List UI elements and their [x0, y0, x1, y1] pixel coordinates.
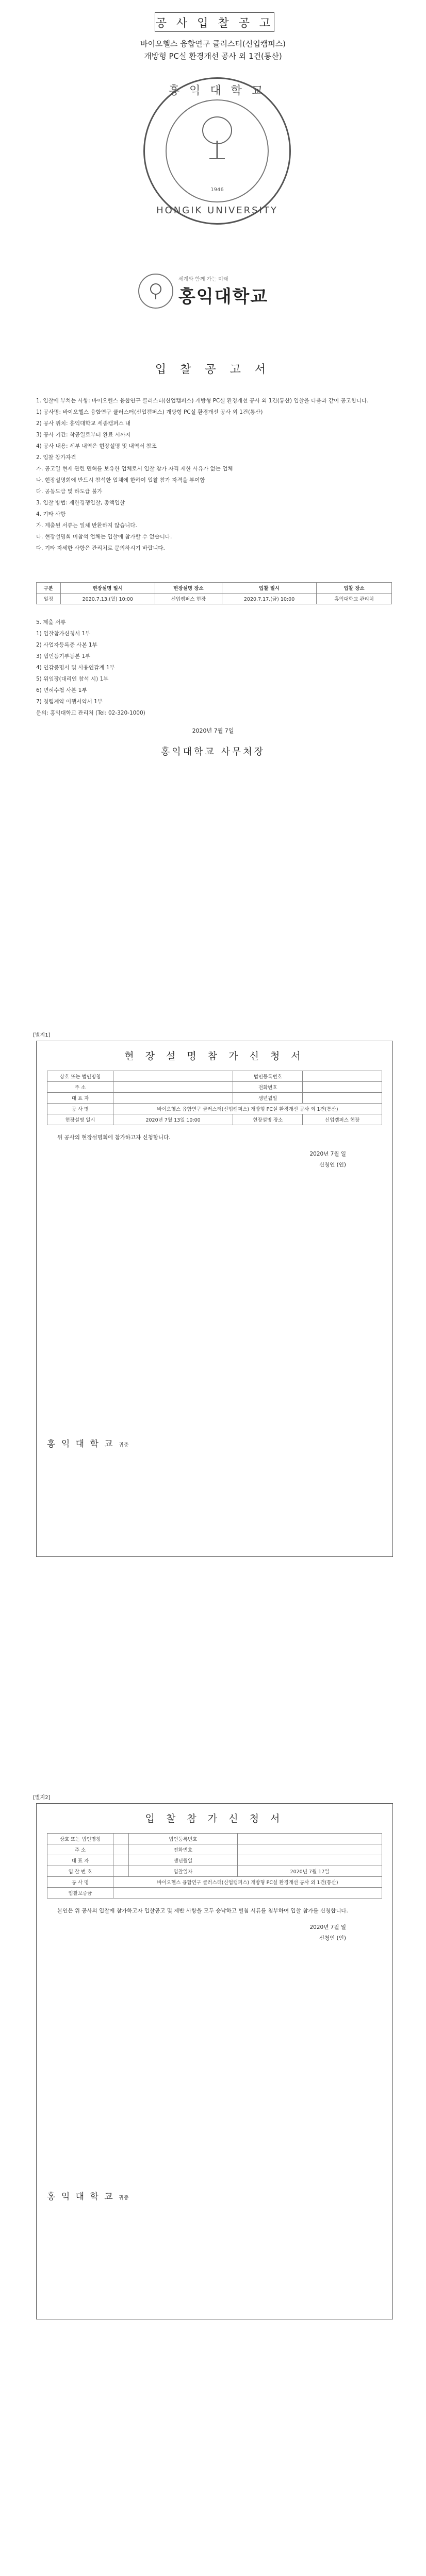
site-briefing-form [36, 1041, 393, 1557]
table-header: 입찰 일시 [222, 583, 316, 594]
form2-note: 본인은 위 공사의 입찰에 참가하고자 입찰공고 및 제반 사항을 모두 승낙하고 별첨 서류를 첨부하여 입찰 참가를 신청합니다. [57, 1908, 348, 1914]
bid-application-form [36, 1803, 393, 2319]
field-value: 2020년 7월 13일 10:00 [113, 1114, 233, 1125]
notice-item: 다. 기타 자세한 사항은 관리처로 문의하시기 바랍니다. [36, 545, 165, 551]
field-value[interactable] [113, 1071, 233, 1082]
form2-org: 홍 익 대 학 교 [47, 2192, 114, 2202]
table-cell: 일정 [37, 594, 61, 604]
field-label: 생년월일 [233, 1093, 303, 1104]
form1-table [47, 1071, 382, 1125]
notice-intro: 1. 입찰에 부치는 사항: 바이오헬스 융합연구 클러스터(신업캠퍼스) 개방형 PC실 환경개선 공사 외 1건(통산) 입찰을 다음과 같이 공고합니다. [36, 398, 369, 404]
schedule-table [36, 582, 392, 604]
notice-date: 2020년 7월 7일 [192, 727, 234, 734]
field-label: 주 소 [47, 1844, 113, 1855]
field-value[interactable] [303, 1093, 382, 1104]
seal-tree-icon [199, 115, 235, 161]
doc-item: 3) 법인등기부등본 1부 [36, 653, 91, 659]
table-cell: 2020.7.17.(금) 10:00 [222, 594, 316, 604]
doc-item: 7) 청렴계약 이행서약서 1부 [36, 699, 103, 705]
logo-emblem-icon [138, 274, 173, 309]
form2-title: 입 찰 참 가 신 청 서 [145, 1813, 284, 1824]
table-row [47, 1071, 382, 1082]
field-value: 바이오헬스 융합연구 클러스터(신업캠퍼스) 개방형 PC실 환경개선 공사 외 1건(통산) [113, 1877, 382, 1888]
notice-section-heading: 2. 입찰 참가자격 [36, 454, 76, 461]
announcement-subtitle-2: 개방형 PC실 환경개선 공사 외 1건(통산) [144, 52, 282, 61]
table-row [47, 1834, 382, 1844]
field-label: 공 사 명 [47, 1104, 113, 1114]
notice-item: 다. 공동도급 및 하도급 불가 [36, 488, 103, 495]
table-row [47, 1888, 382, 1899]
form2-date: 2020년 7월 일 [309, 1924, 346, 1930]
table-row [47, 1093, 382, 1104]
form1-note: 위 공사의 현장설명회에 참가하고자 신청합니다. [57, 1134, 171, 1141]
field-value[interactable] [237, 1834, 382, 1844]
notice-body [36, 397, 392, 555]
field-value[interactable] [113, 1093, 233, 1104]
field-value[interactable] [237, 1855, 382, 1866]
field-label: 입찰보증금 [47, 1888, 113, 1899]
form1-label: [별지1] [33, 1032, 51, 1038]
table-header: 입찰 장소 [317, 583, 392, 594]
docs-heading: 5. 제출 서류 [36, 619, 66, 625]
form1-signature: 신청인 (인) [319, 1162, 346, 1168]
field-label: 전화번호 [128, 1844, 237, 1855]
contact-info: 문의: 홍익대학교 관리처 (Tel: 02-320-1000) [36, 710, 145, 716]
field-label: 상호 또는 법인명칭 [47, 1071, 113, 1082]
field-value[interactable] [113, 1082, 233, 1093]
field-label: 입 찰 번 호 [47, 1866, 113, 1877]
university-seal [143, 77, 291, 225]
field-label: 법인등록번호 [233, 1071, 303, 1082]
table-header: 현장설명 장소 [155, 583, 222, 594]
field-label: 생년월일 [128, 1855, 237, 1866]
field-value[interactable] [303, 1082, 382, 1093]
table-row [47, 1082, 382, 1093]
table-cell: 2020.7.13.(월) 10:00 [60, 594, 155, 604]
notice-item: 3) 공사 기간: 착공일로부터 완료 시까지 [36, 432, 131, 438]
table-row [37, 594, 392, 604]
table-row [47, 1844, 382, 1855]
form2-org-suffix: 귀중 [119, 2195, 129, 2201]
form1-org-suffix: 귀중 [119, 1443, 129, 1448]
field-value: 신업캠퍼스 현장 [303, 1114, 382, 1125]
doc-item: 6) 면허수첩 사본 1부 [36, 687, 87, 693]
table-row [47, 1877, 382, 1888]
notice-item: 나. 현장설명회 미참석 업체는 입찰에 참가할 수 없습니다. [36, 534, 172, 540]
field-value: 2020년 7월 17일 [237, 1866, 382, 1877]
field-value[interactable] [113, 1844, 129, 1855]
field-value: 바이오헬스 융합연구 클러스터(신업캠퍼스) 개방형 PC실 환경개선 공사 외 1건(통산) [113, 1104, 382, 1114]
field-label: 대 표 자 [47, 1093, 113, 1104]
field-value[interactable] [237, 1844, 382, 1855]
field-value[interactable] [303, 1071, 382, 1082]
field-value[interactable] [113, 1855, 129, 1866]
seal-text-bottom: HONGIK UNIVERSITY [156, 205, 278, 216]
field-label: 법인등록번호 [128, 1834, 237, 1844]
field-label: 상호 또는 법인명칭 [47, 1834, 113, 1844]
notice-signer: 홍익대학교 사무처장 [160, 747, 266, 757]
table-row [47, 1855, 382, 1866]
table-cell: 홍익대학교 관리처 [317, 594, 392, 604]
doc-item: 2) 사업자등록증 사본 1부 [36, 642, 97, 648]
form1-title: 현 장 설 명 참 가 신 청 서 [124, 1050, 305, 1062]
notice-item: 가. 제출된 서류는 일체 반환하지 않습니다. [36, 522, 137, 529]
form2-label: [별지2] [33, 1795, 51, 1801]
logo-name: 홍익대학교 [178, 286, 269, 307]
field-label: 공 사 명 [47, 1877, 113, 1888]
doc-item: 1) 입찰참가신청서 1부 [36, 631, 91, 637]
field-label: 현장설명 일시 [47, 1114, 113, 1125]
notice-item: 2) 공사 위치: 홍익대학교 세종캠퍼스 내 [36, 420, 131, 427]
form2-signature: 신청인 (인) [319, 1935, 346, 1941]
notice-item: 나. 현장설명회에 반드시 참석한 업체에 한하여 입찰 참가 자격을 부여함 [36, 477, 205, 483]
table-row [47, 1866, 382, 1877]
notice-section-heading: 3. 입찰 방법: 제한경쟁입찰, 총액입찰 [36, 500, 125, 506]
notice-item: 4) 공사 내용: 세부 내역은 현장설명 및 내역서 참조 [36, 443, 157, 449]
field-value[interactable] [113, 1888, 382, 1899]
table-header: 구분 [37, 583, 61, 594]
field-label: 전화번호 [233, 1082, 303, 1093]
notice-section-heading: 4. 기타 사항 [36, 511, 66, 517]
doc-item: 4) 인감증명서 및 사용인감계 1부 [36, 665, 115, 671]
announcement-title: 공 사 입 찰 공 고 [155, 12, 274, 32]
field-label: 입찰일자 [128, 1866, 237, 1877]
field-value[interactable] [113, 1866, 129, 1877]
field-value[interactable] [113, 1834, 129, 1844]
table-row [47, 1104, 382, 1114]
form2-table [47, 1833, 382, 1899]
logo-tagline: 세계와 함께 가는 미래 [178, 277, 228, 282]
table-header: 현장설명 일시 [60, 583, 155, 594]
required-documents [36, 618, 392, 720]
notice-item: 가. 공고일 현재 관련 면허를 보유한 업체로서 입찰 참가 자격 제한 사유가 없는 업체 [36, 466, 233, 472]
field-label: 현장설명 장소 [233, 1114, 303, 1125]
notice-title: 입 찰 공 고 서 [155, 363, 271, 376]
table-row [47, 1114, 382, 1125]
table-cell: 신업캠퍼스 현장 [155, 594, 222, 604]
doc-item: 5) 위임장(대리인 참석 시) 1부 [36, 676, 109, 682]
notice-item: 1) 공사명: 바이오헬스 융합연구 클러스터(신업캠퍼스) 개방형 PC실 환경개선 공사 외 1건(통산) [36, 409, 263, 415]
seal-text-top: 홍 익 대 학 교 [168, 84, 266, 97]
announcement-subtitle: 바이오헬스 융합연구 클러스터(신업캠퍼스) [140, 39, 286, 48]
field-label: 주 소 [47, 1082, 113, 1093]
form1-date: 2020년 7월 일 [309, 1151, 346, 1157]
university-logo [138, 273, 268, 309]
field-label: 대 표 자 [47, 1855, 113, 1866]
form1-org: 홍 익 대 학 교 [47, 1439, 114, 1449]
seal-year: 1946 [210, 187, 224, 193]
